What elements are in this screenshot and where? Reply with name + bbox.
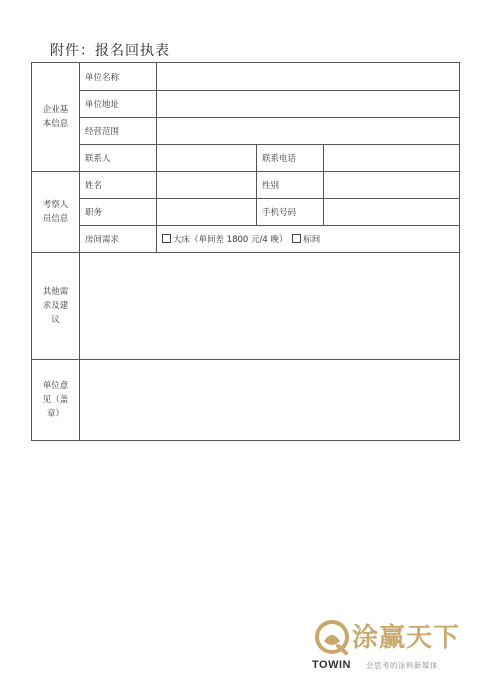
contact-label: 联系人 (80, 145, 157, 172)
room-requirement-label: 房间需求 (80, 226, 157, 253)
logo-name: 涂赢天下 (352, 623, 461, 653)
business-scope-label: 经营范围 (80, 118, 157, 145)
gender-field[interactable] (324, 172, 460, 199)
unit-opinion-group-label: 单位意见（盖章） (32, 360, 80, 441)
unit-name-field[interactable] (157, 63, 460, 91)
business-scope-field[interactable] (157, 118, 460, 145)
logo-tagline: 会思考的涂料新媒体 (366, 661, 438, 670)
other-needs-field[interactable] (80, 253, 460, 360)
room-option1-checkbox[interactable] (162, 234, 171, 243)
company-info-group-label: 企业基本信息 (32, 63, 80, 172)
other-needs-group-label: 其他需求及建议 (32, 253, 80, 360)
unit-address-field[interactable] (157, 91, 460, 118)
registration-form (31, 62, 460, 441)
unit-opinion-field[interactable] (80, 360, 460, 441)
contact-phone-field[interactable] (324, 145, 460, 172)
mobile-field[interactable] (324, 199, 460, 226)
towin-logo-icon (314, 619, 350, 655)
position-field[interactable] (157, 199, 257, 226)
unit-address-label: 单位地址 (80, 91, 157, 118)
inspector-info-group-label: 考察人员信息 (32, 172, 80, 253)
gender-label: 性别 (257, 172, 324, 199)
name-label: 姓名 (80, 172, 157, 199)
contact-phone-label: 联系电话 (257, 145, 324, 172)
page-title: 附件：报名回执表 (50, 43, 170, 59)
position-label: 职务 (80, 199, 157, 226)
towin-logo (312, 617, 472, 673)
unit-name-label: 单位名称 (80, 63, 157, 91)
name-field[interactable] (157, 172, 257, 199)
mobile-label: 手机号码 (257, 199, 324, 226)
contact-field[interactable] (157, 145, 257, 172)
room-option2-checkbox[interactable] (292, 234, 301, 243)
room-options (157, 226, 460, 253)
room-option1-label: 大床（单间差 1800 元/4 晚） (173, 235, 288, 245)
logo-brand: TOWIN (312, 659, 351, 671)
room-option2-label: 标间 (303, 235, 321, 245)
